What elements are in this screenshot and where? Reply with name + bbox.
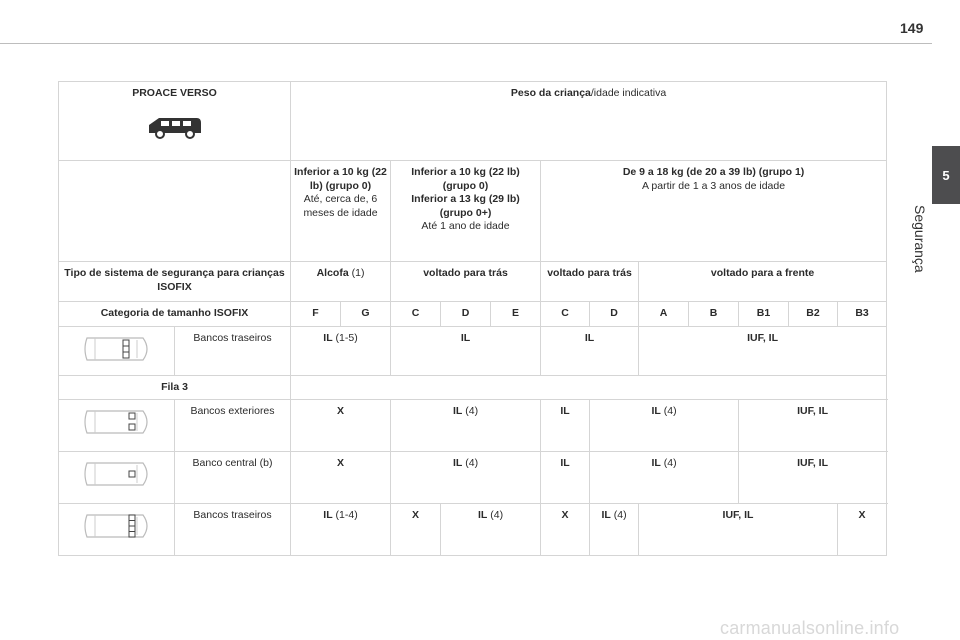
seat-layout-icon — [81, 455, 153, 493]
cell-value: IL — [323, 331, 333, 344]
cell — [590, 400, 739, 452]
seat-layout-icon — [81, 330, 153, 368]
rear-row — [59, 504, 887, 556]
cell-value: IL — [601, 509, 611, 521]
cell — [391, 452, 541, 504]
size-cell: B3 — [838, 302, 887, 327]
cell-value: IL — [323, 509, 333, 521]
row2-row — [59, 326, 887, 375]
size-cell: G — [341, 302, 391, 327]
size-cell: B — [689, 302, 739, 327]
cell — [590, 452, 739, 504]
alcofa-label: Alcofa — [316, 267, 349, 279]
group0plus-age: Até 1 ano de idade — [421, 220, 510, 232]
seat-icon-cell — [59, 400, 175, 452]
group0-weight: Inferior a 10 kg (22 lb) (grupo 0) — [294, 166, 387, 192]
rear-facing-cell-2: voltado para trás — [541, 262, 639, 302]
size-cell: B1 — [739, 302, 789, 327]
row-label: Bancos traseiros — [175, 326, 291, 375]
row-label: Banco central (b) — [175, 452, 291, 504]
cell: IUF, IL — [739, 452, 887, 504]
empty-cell — [59, 161, 291, 262]
cell: X — [391, 504, 441, 556]
seat-icon-cell — [59, 452, 175, 504]
watermark: carmanualsonline.info — [720, 618, 900, 638]
cell: IL — [541, 326, 639, 375]
cell — [391, 400, 541, 452]
types-row — [59, 262, 887, 302]
central-row — [59, 452, 887, 504]
alcofa-cell — [291, 262, 391, 302]
model-name: PROACE VERSO — [132, 87, 217, 99]
weight-label-rest: /idade indicativa — [590, 87, 667, 99]
group0-age: Até, cerca de, 6 meses de idade — [303, 193, 378, 219]
van-icon — [145, 113, 205, 141]
cell-note: (4) — [660, 457, 677, 469]
size-cell: B2 — [789, 302, 838, 327]
weight-header-cell — [291, 82, 887, 161]
cell-note: (1-5) — [332, 331, 358, 344]
chapter-title — [902, 205, 928, 325]
seat-layout-icon — [81, 507, 153, 545]
ext-row — [59, 400, 887, 452]
cell-note: (1-4) — [332, 509, 358, 521]
cell: IUF, IL — [639, 504, 838, 556]
chapter-tab[interactable]: 5 — [932, 146, 960, 204]
cell-note: (4) — [462, 405, 479, 417]
weight-label: Peso da criança — [510, 87, 591, 99]
size-cell: C — [391, 302, 441, 327]
type-label: Tipo de sistema de segurança para crianças ISOFIX — [59, 262, 291, 302]
seat-icon-cell — [59, 504, 175, 556]
group0-cell — [291, 161, 391, 262]
size-cell: E — [491, 302, 541, 327]
fila3-label: Fila 3 — [59, 375, 291, 400]
row-label: Bancos exteriores — [175, 400, 291, 452]
cell-value: IL — [651, 457, 661, 469]
cell — [291, 326, 391, 375]
chapter-title-text: Segurança — [912, 205, 928, 273]
category-row — [59, 302, 887, 327]
size-cell: F — [291, 302, 341, 327]
fila3-row — [59, 375, 887, 400]
cell: IL — [391, 326, 541, 375]
groups-row — [59, 161, 887, 262]
cell-value: IL — [477, 509, 488, 521]
cell-note: (4) — [462, 457, 479, 469]
group0plus-cell — [391, 161, 541, 262]
cell-note: (4) — [660, 405, 677, 417]
cell: X — [291, 452, 391, 504]
row-label: Bancos traseiros — [175, 504, 291, 556]
cell: X — [838, 504, 887, 556]
alcofa-note: (1) — [348, 267, 365, 279]
category-label: Categoria de tamanho ISOFIX — [59, 302, 291, 327]
cell-note: (4) — [610, 509, 627, 521]
size-cell: D — [590, 302, 639, 327]
forward-facing-cell: voltado para a frente — [639, 262, 887, 302]
size-cell: C — [541, 302, 590, 327]
model-cell — [59, 82, 291, 161]
cell — [291, 504, 391, 556]
top-rule — [0, 43, 932, 44]
group1-weight: De 9 a 18 kg (de 20 a 39 lb) (grupo 1) — [622, 166, 805, 178]
cell-note: (4) — [487, 509, 504, 521]
page-number: 149 — [900, 20, 924, 36]
cell-value: IL — [452, 457, 463, 469]
isofix-table — [58, 81, 887, 556]
cell: IL — [541, 452, 590, 504]
rear-facing-cell-1: voltado para trás — [391, 262, 541, 302]
size-cell: D — [441, 302, 491, 327]
cell: X — [541, 504, 590, 556]
group0plus-weight1: Inferior a 10 kg (22 lb) (grupo 0) — [411, 166, 520, 192]
cell: X — [291, 400, 391, 452]
cell: IL — [541, 400, 590, 452]
group0plus-weight2: Inferior a 13 kg (29 lb) (grupo 0+) — [411, 193, 520, 219]
cell — [441, 504, 541, 556]
size-cell: A — [639, 302, 689, 327]
header-row — [59, 82, 887, 161]
empty-cell — [291, 375, 887, 400]
cell-value: IL — [452, 405, 463, 417]
cell: IUF, IL — [739, 400, 887, 452]
group1-cell — [541, 161, 887, 262]
cell-value: IL — [651, 405, 661, 417]
seat-layout-icon — [81, 403, 153, 441]
group1-age: A partir de 1 a 3 anos de idade — [642, 179, 786, 192]
seat-icon-cell — [59, 326, 175, 375]
cell — [590, 504, 639, 556]
cell: IUF, IL — [639, 326, 887, 375]
